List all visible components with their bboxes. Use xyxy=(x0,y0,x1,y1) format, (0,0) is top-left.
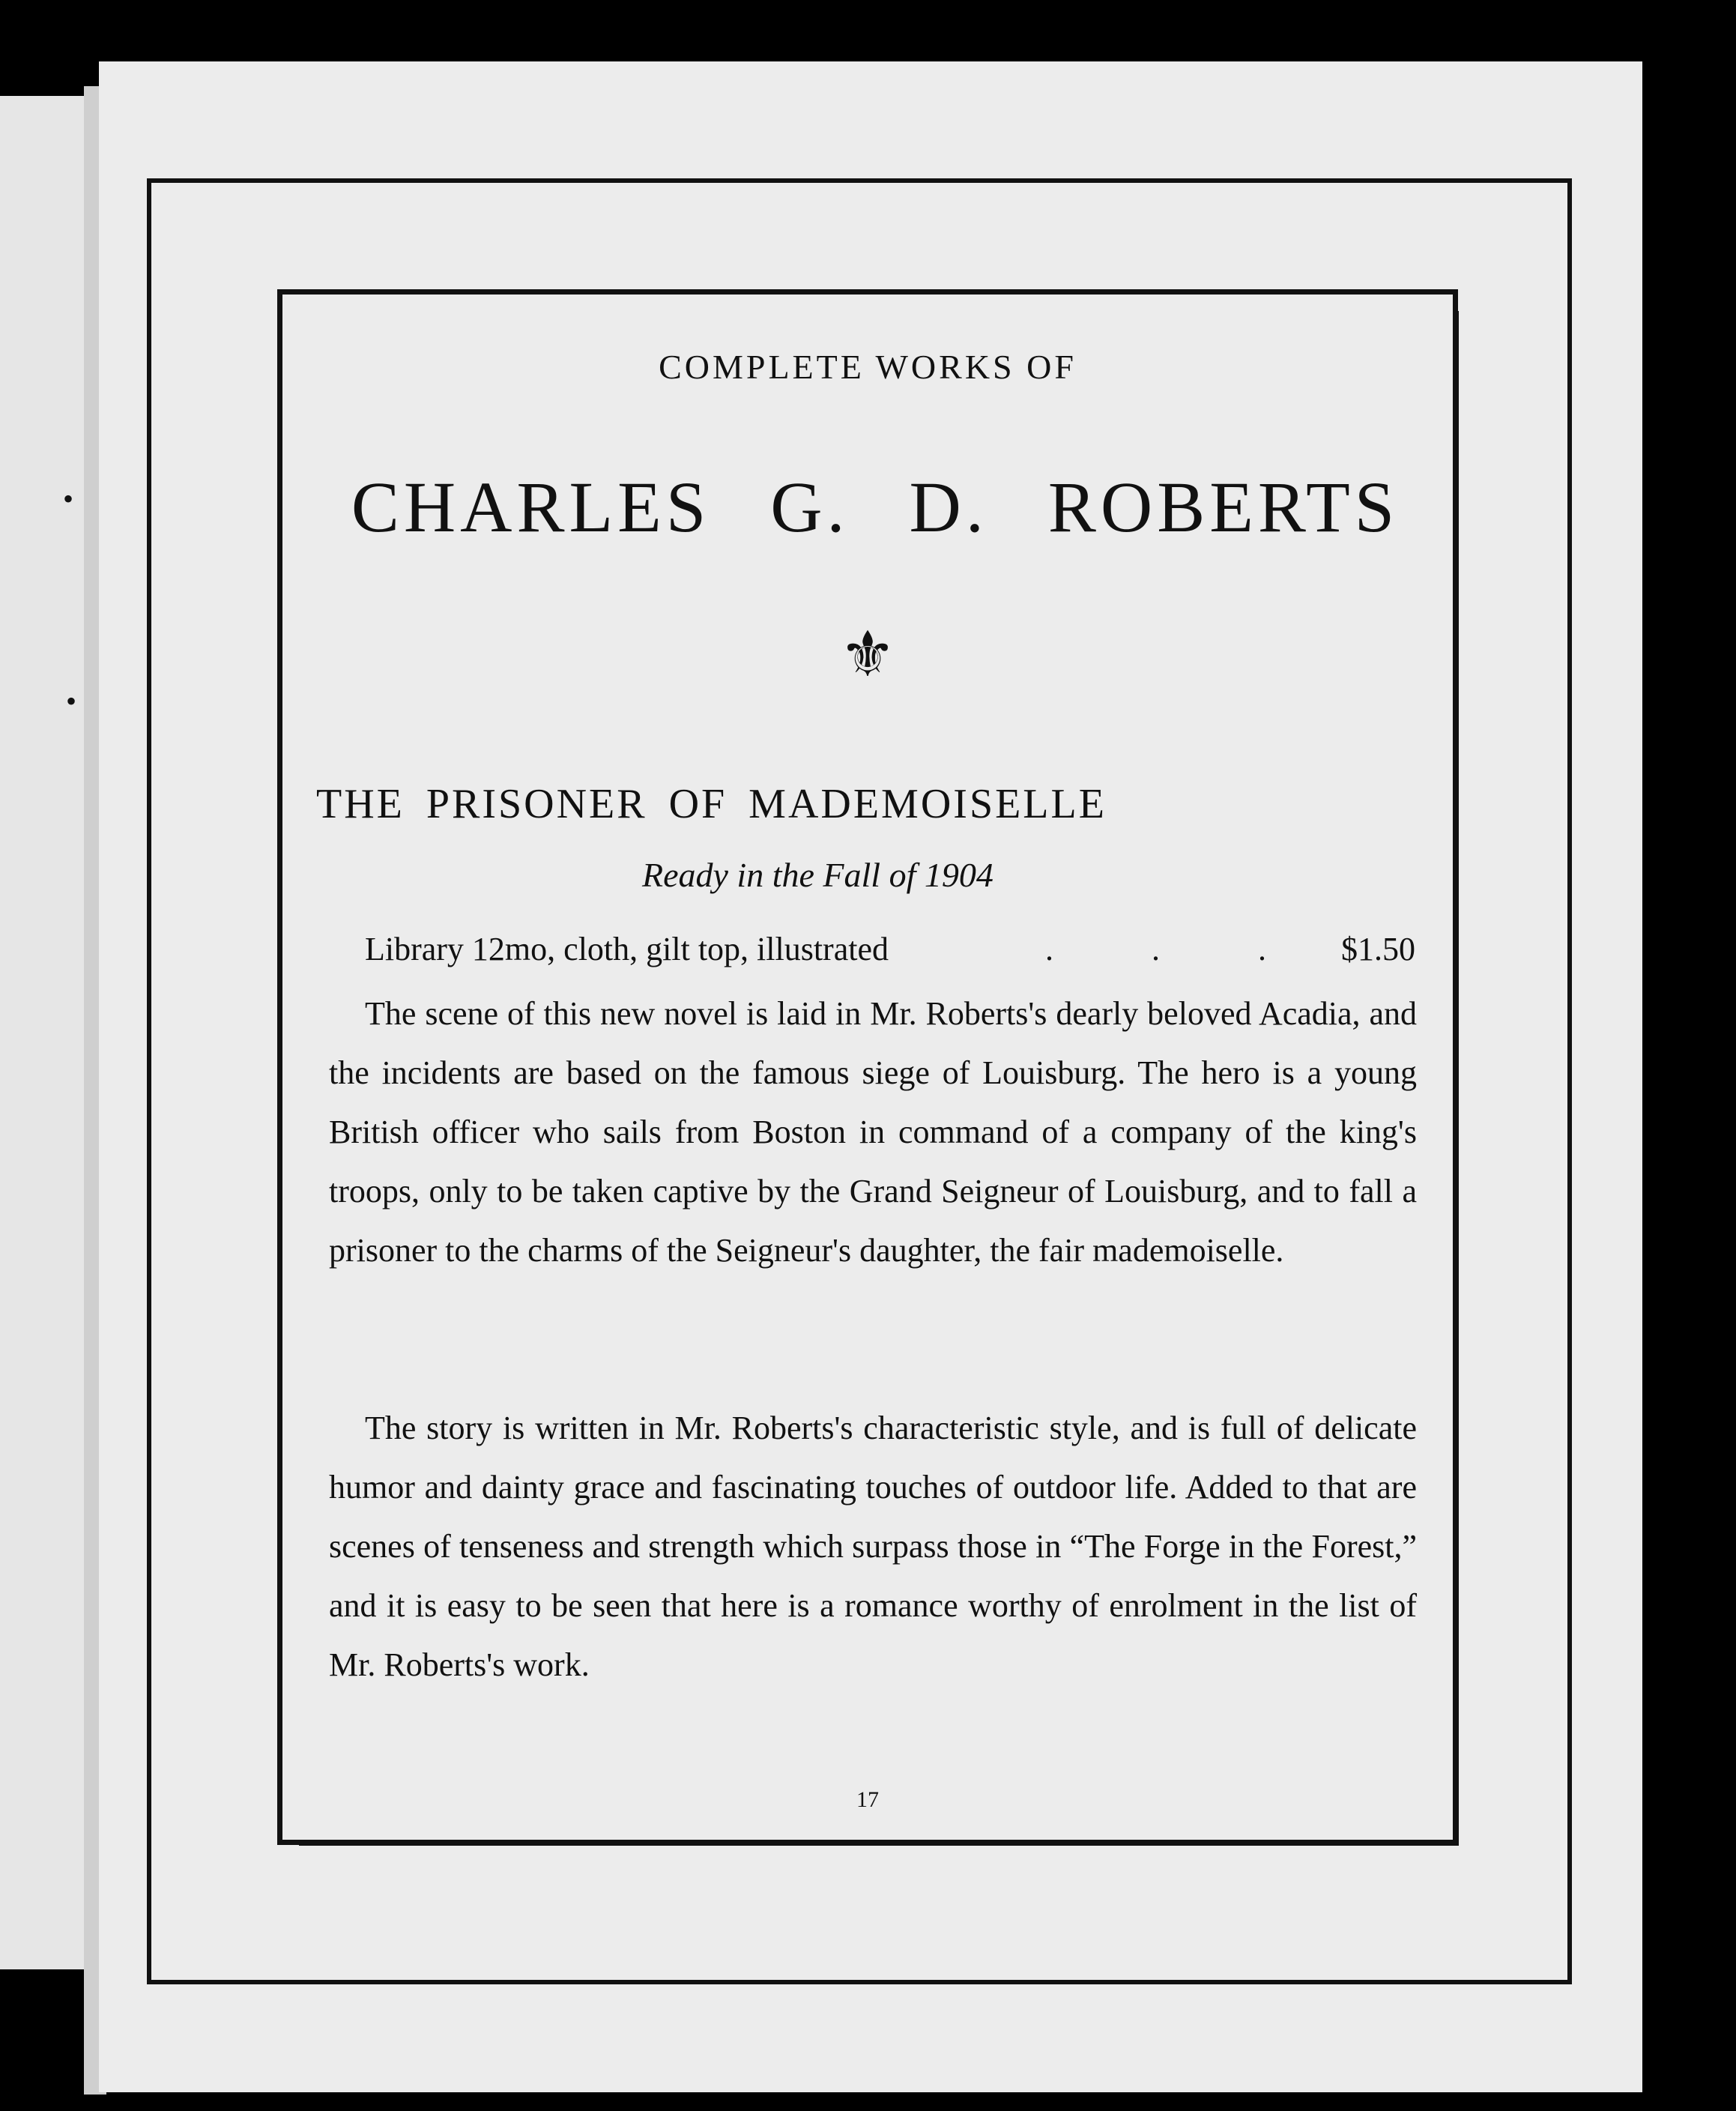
facing-page-edge xyxy=(0,96,87,1969)
leader-dots: . . . xyxy=(1045,931,1311,967)
fleur-de-lis-icon: ⚜ xyxy=(839,620,896,690)
inner-border-frame xyxy=(277,289,1458,1845)
price: $1.50 xyxy=(1341,931,1415,967)
description-paragraph: The story is written in Mr. Roberts's characteristic style, and is full of delicate humor and dainty grace and fascinating touches of outdoor life. Added to that are scenes of tenseness and strength which surpass those in “The Forge in the Forest,” and it is easy to be seen that here is a romance worthy of enrolment in the list of Mr. Roberts's work. xyxy=(329,1410,1417,1683)
description-paragraph: The scene of this new novel is laid in Mr. Roberts's dearly beloved Acadia, and the incidents are based on the famous siege of Louisburg. The hero is a young British officer who sails from Boston in command of a company of the king's troops, only to be taken captive by the Grand Seigneur of Louisburg, and to fall a prisoner to the charms of the Seigneur's daughter, the fair mademoiselle. xyxy=(329,995,1417,1269)
edition-line xyxy=(365,930,1415,968)
availability-note: Ready in the Fall of 1904 xyxy=(642,856,993,894)
scan-speck: • xyxy=(63,482,74,516)
book-title: THE PRISONER OF MADEMOISELLE xyxy=(316,781,1107,827)
edition-description: Library 12mo, cloth, gilt top, illustrated xyxy=(365,931,889,967)
author-name: CHARLES G. D. ROBERTS xyxy=(351,467,1400,547)
series-heading: COMPLETE WORKS OF xyxy=(659,348,1077,386)
page-number: 17 xyxy=(856,1787,879,1812)
scan-speck: • xyxy=(66,684,77,718)
